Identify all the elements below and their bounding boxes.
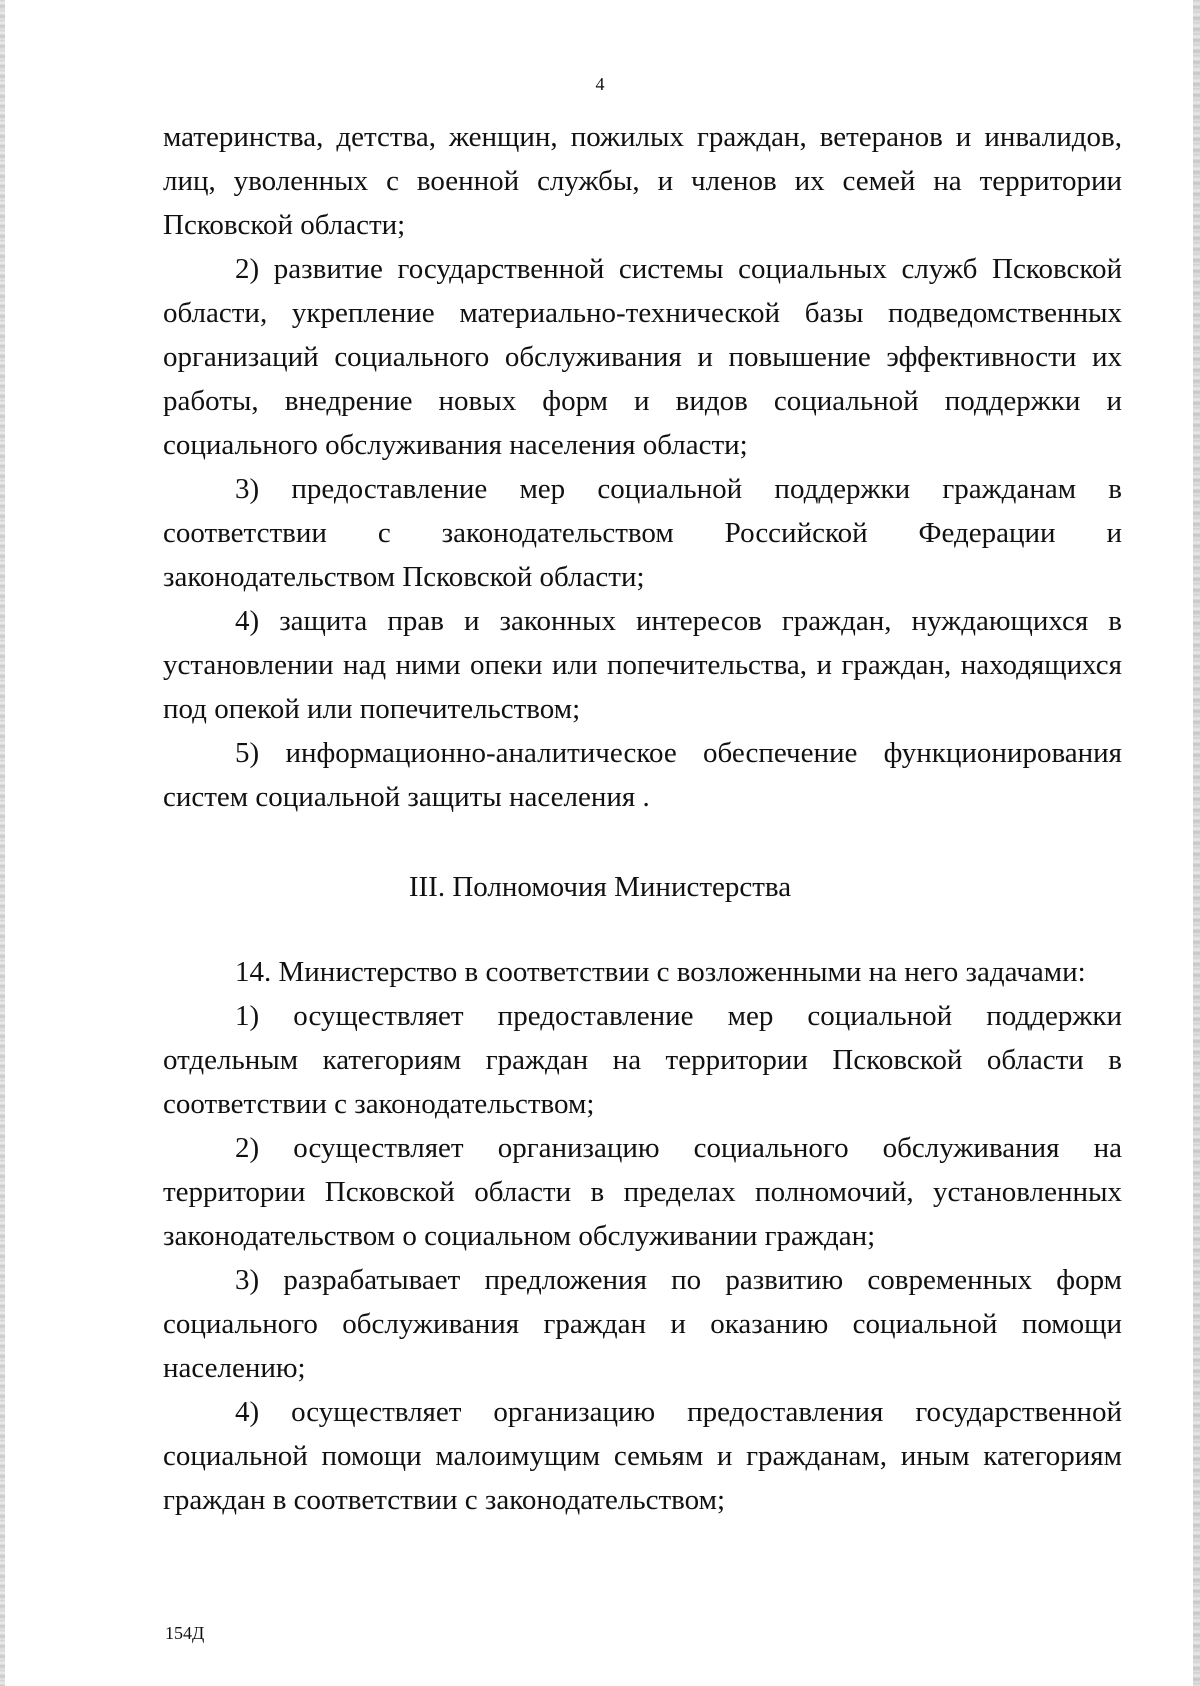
- paragraph-continuation: материнства, детства, женщин, пожилых граждан, ветеранов и инвалидов, лиц, уволенных с военной службы, и членов их семей на территории Псковской области;: [163, 121, 1122, 241]
- document-code: 154Д: [165, 1623, 205, 1643]
- paragraph-subitem-4: 4) осуществляет организацию предоставления государственной социальной помощи малоимущим семьям и гражданам, иным категориям граждан в соответствии с законодательством;: [163, 1396, 1122, 1516]
- paragraph-item-2: 2) развитие государственной системы социальных служб Псковской области, укрепление материально-технической базы подведомственных организаций социального обслуживания и повышение эффективности их работы, внедрение новых форм и видов социальной поддержки и социального обслуживания населения области;: [163, 253, 1122, 461]
- section-heading: III. Полномочия Министерства: [408, 871, 792, 903]
- lower-text-block: [163, 950, 1122, 1522]
- paragraph-item-4: 4) защита прав и законных интересов граждан, нуждающихся в установлении над ними опеки или попечительства, и граждан, находящихся под опекой или попечительством;: [163, 605, 1122, 725]
- scan-edge-left: [0, 0, 5, 1686]
- paragraph-clause-14: 14. Министерство в соответствии с возложенными на него задачами:: [235, 956, 1086, 988]
- paragraph-subitem-1: 1) осуществляет предоставление мер социальной поддержки отдельным категориям граждан на территории Псковской области в соответствии с законодательством;: [163, 1000, 1122, 1120]
- upper-text-block: [163, 115, 1122, 819]
- paragraph-item-5: 5) информационно-аналитическое обеспечение функционирования систем социальной защиты населения .: [163, 737, 1122, 813]
- paragraph-subitem-3: 3) разрабатывает предложения по развитию современных форм социального обслуживания граждан и оказанию социальной помощи населению;: [163, 1264, 1122, 1384]
- paragraph-subitem-2: 2) осуществляет организацию социального обслуживания на территории Псковской области в пределах полномочий, установленных законодательством о социальном обслуживании граждан;: [163, 1132, 1122, 1252]
- page-number: 4: [595, 74, 605, 94]
- scan-edge-right: [1193, 0, 1200, 1686]
- paragraph-item-3: 3) предоставление мер социальной поддержки гражданам в соответствии с законодательством Российской Федерации и законодательством Псковской области;: [163, 473, 1122, 593]
